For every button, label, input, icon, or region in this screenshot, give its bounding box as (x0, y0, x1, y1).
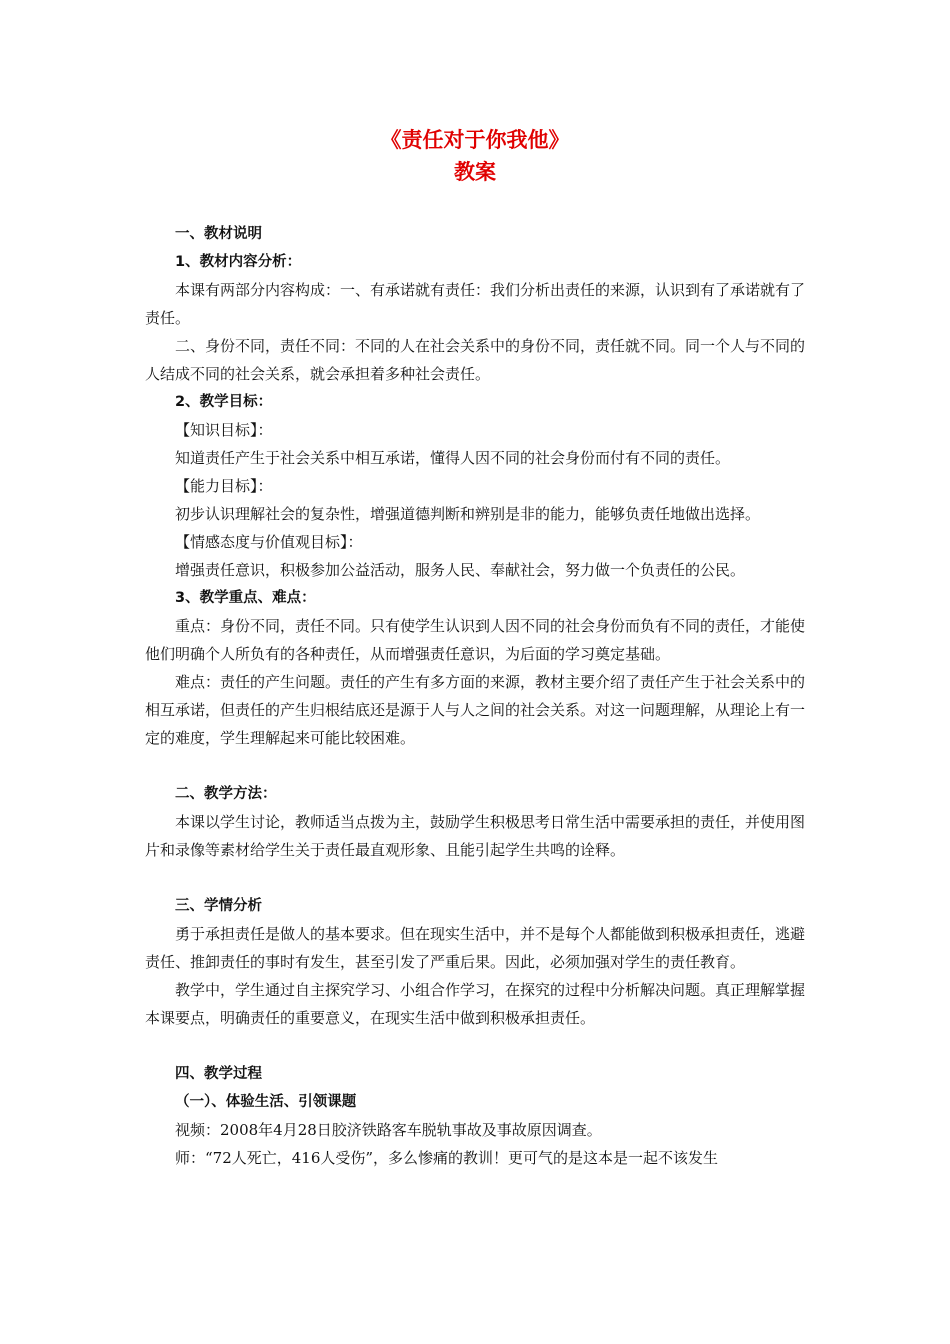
subsection-heading: 3、教学重点、难点： (175, 590, 316, 606)
section-heading: 一、教材说明 (175, 226, 262, 242)
document-body (145, 220, 805, 1172)
paragraph: 本课有两部分内容构成：一、有承诺就有责任：我们分析出责任的来源，认识到有了承诺就有了责任。 (145, 281, 806, 327)
paragraph: 勇于承担责任是做人的基本要求。但在现实生活中，并不是每个人都能做到积极承担责任，逃避责任、推卸责任的事时有发生，甚至引发了严重后果。因此，必须加强对学生的责任教育。 (145, 925, 806, 971)
subsection-heading: （一）、体验生活、引领课题 (175, 1094, 357, 1110)
paragraph: 教学中，学生通过自主探究学习、小组合作学习，在探究的过程中分析解决问题。真正理解掌握本课要点，明确责任的重要意义，在现实生活中做到积极承担责任。 (145, 981, 806, 1027)
paragraph: 初步认识理解社会的复杂性，增强道德判断和辨别是非的能力，能够负责任地做出选择。 (175, 505, 761, 523)
paragraph: 师：“72人死亡，416人受伤”，多么惨痛的教训！更可气的是这本是一起不该发生 (175, 1149, 719, 1167)
subsection-heading: 1、教材内容分析： (175, 254, 302, 270)
subsection-heading: 2、教学目标： (175, 394, 273, 410)
paragraph: 重点：身份不同，责任不同。只有使学生认识到人因不同的社会身份而负有不同的责任，才能使他们明确个人所负有的各种责任，从而增强责任意识，为后面的学习奠定基础。 (145, 617, 806, 663)
section-heading: 四、教学过程 (175, 1066, 262, 1082)
goal-label: 【能力目标】： (175, 477, 273, 495)
paragraph: 增强责任意识，积极参加公益活动，服务人民、奉献社会，努力做一个负责任的公民。 (175, 561, 746, 579)
goal-label: 【情感态度与价值观目标】： (175, 533, 363, 551)
section-heading: 三、学情分析 (175, 898, 262, 914)
paragraph: 视频：2008年4月28日胶济铁路客车脱轨事故及事故原因调查。 (175, 1121, 602, 1139)
goal-label: 【知识目标】： (175, 421, 273, 439)
paragraph: 本课以学生讨论，教师适当点拨为主，鼓励学生积极思考日常生活中需要承担的责任，并使用图片和录像等素材给学生关于责任最直观形象、且能引起学生共鸣的诠释。 (145, 813, 806, 859)
document-title: 《责任对于你我他》 (380, 128, 570, 152)
section-heading: 二、教学方法： (175, 786, 277, 802)
paragraph: 知道责任产生于社会关系中相互承诺，懂得人因不同的社会身份而付有不同的责任。 (175, 449, 731, 467)
paragraph: 难点：责任的产生问题。责任的产生有多方面的来源，教材主要介绍了责任产生于社会关系中的相互承诺，但责任的产生归根结底还是源于人与人之间的社会关系。对这一问题理解，从理论上有一定的难度，学生理解起来可能比较困难。 (145, 673, 806, 747)
paragraph: 二、身份不同，责任不同：不同的人在社会关系中的身份不同，责任就不同。同一个人与不同的人结成不同的社会关系，就会承担着多种社会责任。 (145, 337, 806, 383)
document-subtitle: 教案 (454, 160, 496, 184)
